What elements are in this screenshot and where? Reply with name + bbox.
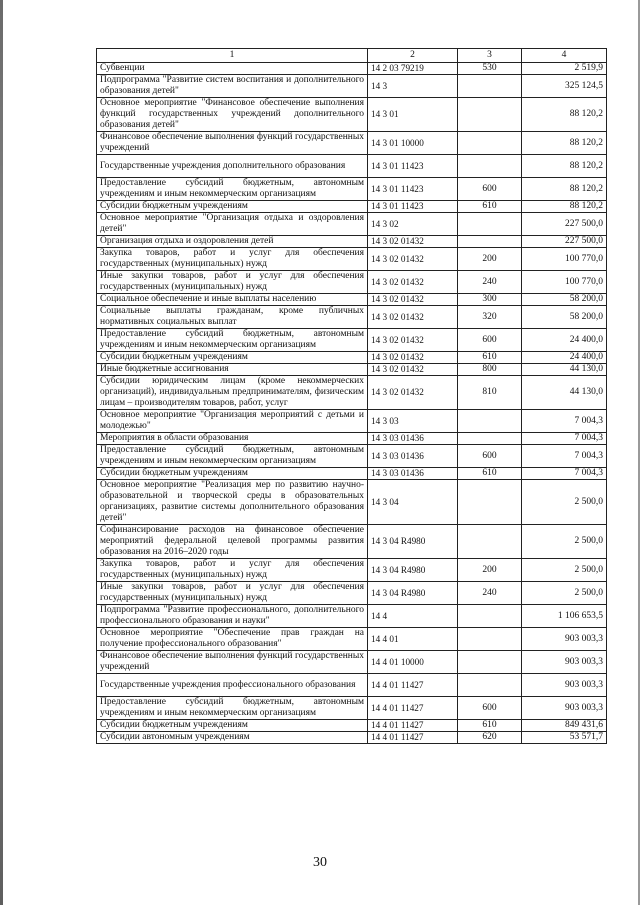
table-row bbox=[97, 376, 607, 410]
table-row bbox=[97, 674, 607, 697]
row-vr-cell bbox=[458, 651, 522, 674]
row-code-cell: 14 4 01 10000 bbox=[368, 651, 458, 674]
row-code-cell: 14 3 01 11423 bbox=[368, 201, 458, 213]
row-vr-cell bbox=[458, 525, 522, 559]
row-name-cell: Закупка товаров, работ и услуг для обеспечения государственных (муниципальных) нужд bbox=[97, 559, 368, 582]
row-name-cell: Подпрограмма "Развитие систем воспитания и дополнительного образования детей" bbox=[97, 75, 368, 98]
table-row bbox=[97, 201, 607, 213]
row-vr-cell: 610 bbox=[458, 720, 522, 732]
row-sum-cell: 325 124,5 bbox=[522, 75, 607, 98]
row-sum-cell: 88 120,2 bbox=[522, 132, 607, 155]
table-row bbox=[97, 582, 607, 605]
row-code-cell: 14 4 01 bbox=[368, 628, 458, 651]
row-vr-cell: 240 bbox=[458, 271, 522, 294]
row-sum-cell: 88 120,2 bbox=[522, 155, 607, 178]
row-code-cell: 14 4 bbox=[368, 605, 458, 628]
row-name-cell: Государственные учреждения дополнительного образования bbox=[97, 155, 368, 178]
row-vr-cell: 240 bbox=[458, 582, 522, 605]
row-sum-cell: 53 571,7 bbox=[522, 732, 607, 744]
row-name-cell: Основное мероприятие "Реализация мер по развитию научно-образовательной и творческой среды в образовательных организациях, развитие системы дополнительного образования детей" bbox=[97, 480, 368, 525]
row-vr-cell: 300 bbox=[458, 294, 522, 306]
row-name-cell: Основное мероприятие "Финансовое обеспечение выполнения функций государственных учреждений дополнительного образования детей" bbox=[97, 98, 368, 132]
row-vr-cell: 600 bbox=[458, 329, 522, 352]
row-sum-cell: 100 770,0 bbox=[522, 271, 607, 294]
table-row bbox=[97, 248, 607, 271]
row-code-cell: 14 3 04 R4980 bbox=[368, 525, 458, 559]
row-name-cell: Субсидии автономным учреждениям bbox=[97, 732, 368, 744]
row-name-cell: Предоставление субсидий бюджетным, автономным учреждениям и иным некоммерческим организациям bbox=[97, 329, 368, 352]
row-code-cell: 14 3 02 01432 bbox=[368, 271, 458, 294]
row-code-cell: 14 3 04 R4980 bbox=[368, 582, 458, 605]
row-code-cell: 14 4 01 11427 bbox=[368, 697, 458, 720]
row-name-cell: Основное мероприятие "Организация отдыха и оздоровления детей" bbox=[97, 213, 368, 236]
row-name-cell: Подпрограмма "Развитие профессионального, дополнительного профессионального образования и науки" bbox=[97, 605, 368, 628]
table-row bbox=[97, 364, 607, 376]
table-row bbox=[97, 213, 607, 236]
row-code-cell: 14 3 03 01436 bbox=[368, 468, 458, 480]
header-col-sum: 4 bbox=[522, 49, 607, 63]
table-row bbox=[97, 651, 607, 674]
row-name-cell: Иные закупки товаров, работ и услуг для обеспечения государственных (муниципальных) нужд bbox=[97, 271, 368, 294]
row-vr-cell bbox=[458, 98, 522, 132]
row-sum-cell: 903 003,3 bbox=[522, 651, 607, 674]
row-sum-cell: 903 003,3 bbox=[522, 674, 607, 697]
row-name-cell: Субвенции bbox=[97, 63, 368, 75]
table-row bbox=[97, 98, 607, 132]
row-sum-cell: 7 004,3 bbox=[522, 468, 607, 480]
row-vr-cell: 200 bbox=[458, 559, 522, 582]
row-sum-cell: 100 770,0 bbox=[522, 248, 607, 271]
row-code-cell: 14 3 02 01432 bbox=[368, 352, 458, 364]
page-number: 30 bbox=[313, 855, 327, 870]
row-sum-cell: 227 500,0 bbox=[522, 236, 607, 248]
table-row bbox=[97, 236, 607, 248]
table-row bbox=[97, 306, 607, 329]
row-sum-cell: 7 004,3 bbox=[522, 445, 607, 468]
row-name-cell: Субсидии бюджетным учреждениям bbox=[97, 201, 368, 213]
table-row bbox=[97, 271, 607, 294]
row-code-cell: 14 3 02 01432 bbox=[368, 248, 458, 271]
row-code-cell: 14 3 03 bbox=[368, 410, 458, 433]
row-name-cell: Субсидии бюджетным учреждениям bbox=[97, 468, 368, 480]
row-sum-cell: 227 500,0 bbox=[522, 213, 607, 236]
row-code-cell: 14 4 01 11427 bbox=[368, 732, 458, 744]
row-sum-cell: 1 106 653,5 bbox=[522, 605, 607, 628]
row-code-cell: 14 3 02 01432 bbox=[368, 364, 458, 376]
table-row bbox=[97, 480, 607, 525]
row-vr-cell: 600 bbox=[458, 178, 522, 201]
row-sum-cell: 7 004,3 bbox=[522, 410, 607, 433]
row-vr-cell: 810 bbox=[458, 376, 522, 410]
row-name-cell: Организация отдыха и оздоровления детей bbox=[97, 236, 368, 248]
row-code-cell: 14 3 01 bbox=[368, 98, 458, 132]
table-row bbox=[97, 75, 607, 98]
row-vr-cell bbox=[458, 410, 522, 433]
header-col-name: 1 bbox=[97, 49, 368, 63]
row-vr-cell: 610 bbox=[458, 201, 522, 213]
row-sum-cell: 88 120,2 bbox=[522, 201, 607, 213]
table-row bbox=[97, 178, 607, 201]
table-row bbox=[97, 732, 607, 744]
row-name-cell: Социальные выплаты гражданам, кроме публичных нормативных социальных выплат bbox=[97, 306, 368, 329]
table-header bbox=[97, 49, 607, 63]
row-sum-cell: 2 500,0 bbox=[522, 525, 607, 559]
table-row bbox=[97, 63, 607, 75]
row-vr-cell: 800 bbox=[458, 364, 522, 376]
row-vr-cell bbox=[458, 480, 522, 525]
budget-table bbox=[96, 48, 607, 744]
row-code-cell: 14 3 02 01432 bbox=[368, 376, 458, 410]
table-row bbox=[97, 697, 607, 720]
table-row bbox=[97, 433, 607, 445]
row-code-cell: 14 3 02 01432 bbox=[368, 329, 458, 352]
row-vr-cell: 600 bbox=[458, 445, 522, 468]
row-code-cell: 14 3 01 11423 bbox=[368, 178, 458, 201]
row-code-cell: 14 4 01 11427 bbox=[368, 720, 458, 732]
row-sum-cell: 7 004,3 bbox=[522, 433, 607, 445]
row-code-cell: 14 3 04 R4980 bbox=[368, 559, 458, 582]
row-name-cell: Мероприятия в области образования bbox=[97, 433, 368, 445]
row-code-cell: 14 3 04 bbox=[368, 480, 458, 525]
row-name-cell: Социальное обеспечение и иные выплаты населению bbox=[97, 294, 368, 306]
row-sum-cell: 2 500,0 bbox=[522, 480, 607, 525]
row-name-cell: Предоставление субсидий бюджетным, автономным учреждениям и иным некоммерческим организациям bbox=[97, 445, 368, 468]
row-sum-cell: 2 500,0 bbox=[522, 559, 607, 582]
row-code-cell: 14 3 02 01432 bbox=[368, 236, 458, 248]
table-row bbox=[97, 352, 607, 364]
table-row bbox=[97, 132, 607, 155]
header-col-code: 2 bbox=[368, 49, 458, 63]
row-name-cell: Финансовое обеспечение выполнения функций государственных учреждений bbox=[97, 132, 368, 155]
table-row bbox=[97, 605, 607, 628]
table-body bbox=[97, 63, 607, 744]
row-name-cell: Субсидии бюджетным учреждениям bbox=[97, 352, 368, 364]
row-vr-cell bbox=[458, 605, 522, 628]
row-name-cell: Софинансирование расходов на финансовое обеспечение мероприятий федеральной целевой программы развития образования на 2016–2020 годы bbox=[97, 525, 368, 559]
row-sum-cell: 44 130,0 bbox=[522, 364, 607, 376]
row-vr-cell bbox=[458, 75, 522, 98]
row-sum-cell: 88 120,2 bbox=[522, 178, 607, 201]
row-vr-cell bbox=[458, 674, 522, 697]
row-name-cell: Субсидии юридическим лицам (кроме некоммерческих организаций), индивидуальным предпринимателям, физическим лицам – производителям товаров, работ, услуг bbox=[97, 376, 368, 410]
table-row bbox=[97, 329, 607, 352]
row-code-cell: 14 3 02 01432 bbox=[368, 294, 458, 306]
table-row bbox=[97, 628, 607, 651]
row-name-cell: Финансовое обеспечение выполнения функций государственных учреждений bbox=[97, 651, 368, 674]
row-vr-cell: 530 bbox=[458, 63, 522, 75]
table-row bbox=[97, 559, 607, 582]
row-sum-cell: 903 003,3 bbox=[522, 628, 607, 651]
row-name-cell: Закупка товаров, работ и услуг для обеспечения государственных (муниципальных) нужд bbox=[97, 248, 368, 271]
row-sum-cell: 2 500,0 bbox=[522, 582, 607, 605]
row-name-cell: Иные закупки товаров, работ и услуг для обеспечения государственных (муниципальных) нужд bbox=[97, 582, 368, 605]
row-vr-cell bbox=[458, 433, 522, 445]
scan-edge-left bbox=[0, 0, 3, 905]
row-sum-cell: 44 130,0 bbox=[522, 376, 607, 410]
row-sum-cell: 58 200,0 bbox=[522, 294, 607, 306]
row-code-cell: 14 2 03 79219 bbox=[368, 63, 458, 75]
row-vr-cell: 620 bbox=[458, 732, 522, 744]
row-name-cell: Государственные учреждения профессионального образования bbox=[97, 674, 368, 697]
row-vr-cell bbox=[458, 628, 522, 651]
row-code-cell: 14 3 bbox=[368, 75, 458, 98]
row-vr-cell: 600 bbox=[458, 697, 522, 720]
row-vr-cell bbox=[458, 236, 522, 248]
row-vr-cell: 610 bbox=[458, 468, 522, 480]
row-code-cell: 14 3 03 01436 bbox=[368, 433, 458, 445]
row-sum-cell: 903 003,3 bbox=[522, 697, 607, 720]
row-name-cell: Субсидии бюджетным учреждениям bbox=[97, 720, 368, 732]
row-code-cell: 14 4 01 11427 bbox=[368, 674, 458, 697]
row-vr-cell: 610 bbox=[458, 352, 522, 364]
row-vr-cell: 320 bbox=[458, 306, 522, 329]
row-code-cell: 14 3 01 11423 bbox=[368, 155, 458, 178]
row-name-cell: Иные бюджетные ассигнования bbox=[97, 364, 368, 376]
table-row bbox=[97, 468, 607, 480]
row-name-cell: Предоставление субсидий бюджетным, автономным учреждениям и иным некоммерческим организациям bbox=[97, 697, 368, 720]
table-row bbox=[97, 720, 607, 732]
header-col-vr: 3 bbox=[458, 49, 522, 63]
row-code-cell: 14 3 02 01432 bbox=[368, 306, 458, 329]
row-sum-cell: 24 400,0 bbox=[522, 329, 607, 352]
row-sum-cell: 24 400,0 bbox=[522, 352, 607, 364]
table-row bbox=[97, 155, 607, 178]
table-row bbox=[97, 294, 607, 306]
row-sum-cell: 2 519,9 bbox=[522, 63, 607, 75]
row-code-cell: 14 3 03 01436 bbox=[368, 445, 458, 468]
row-name-cell: Основное мероприятие "Организация мероприятий с детьми и молодежью" bbox=[97, 410, 368, 433]
row-vr-cell bbox=[458, 155, 522, 178]
row-sum-cell: 58 200,0 bbox=[522, 306, 607, 329]
row-name-cell: Предоставление субсидий бюджетным, автономным учреждениям и иным некоммерческим организациям bbox=[97, 178, 368, 201]
row-sum-cell: 88 120,2 bbox=[522, 98, 607, 132]
row-vr-cell bbox=[458, 213, 522, 236]
row-name-cell: Основное мероприятие "Обеспечение прав граждан на получение профессионального образования" bbox=[97, 628, 368, 651]
row-vr-cell bbox=[458, 132, 522, 155]
table-row bbox=[97, 410, 607, 433]
table-row bbox=[97, 445, 607, 468]
row-code-cell: 14 3 02 bbox=[368, 213, 458, 236]
row-vr-cell: 200 bbox=[458, 248, 522, 271]
row-code-cell: 14 3 01 10000 bbox=[368, 132, 458, 155]
table-row bbox=[97, 525, 607, 559]
row-sum-cell: 849 431,6 bbox=[522, 720, 607, 732]
